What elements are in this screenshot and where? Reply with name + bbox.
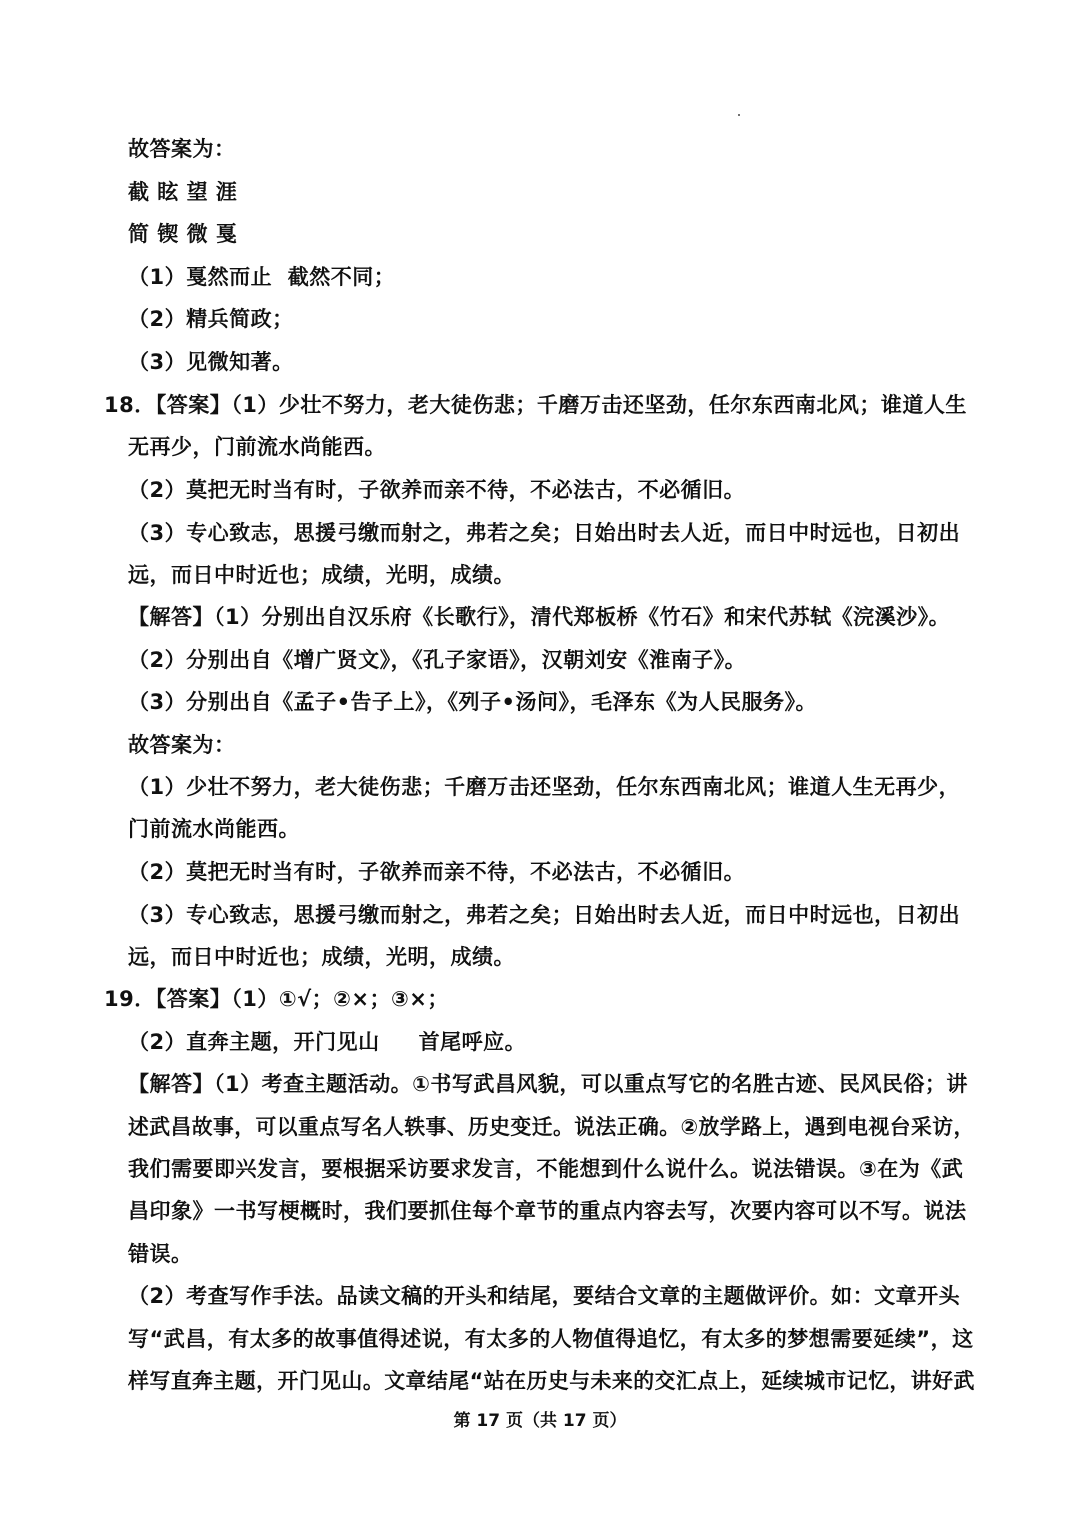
- page-number-footer: 第 17 页（共 17 页）: [453, 1411, 627, 1431]
- text-line: 我们需要即兴发言，要根据采访要求发言，不能想到什么说什么。说法错误。③在为《武: [128, 1157, 964, 1181]
- text-line: 昌印象》一书写梗概时，我们要抓住每个章节的重点内容去写，次要内容可以不写。说法: [128, 1199, 967, 1223]
- text-line: （3）分别出自《孟子•告子上》，《列子•汤问》，毛泽东《为人民服务》。: [128, 690, 817, 714]
- text-line: 【解答】（1）分别出自汉乐府《长歌行》，清代郑板桥《竹石》和宋代苏轼《浣溪沙》。: [128, 605, 951, 629]
- text-line: 无再少，门前流水尚能西。: [128, 435, 386, 459]
- text-line: （1）少壮不努力，老大徒伤悲；千磨万击还坚劲，任尔东西南北风；谁道人生无再少，: [128, 775, 961, 799]
- text-line: 【解答】（1）考查主题活动。①书写武昌风貌，可以重点写它的名胜古迹、民风民俗；讲: [128, 1072, 968, 1096]
- text-line: 远，而日中时近也；成绩，光明，成绩。: [128, 563, 515, 587]
- text-line: 述武昌故事，可以重点写名人轶事、历史变迁。说法正确。②放学路上，遇到电视台采访，: [128, 1115, 975, 1139]
- text-line: （2）莫把无时当有时，子欲养而亲不待，不必法古，不必循旧。: [128, 478, 746, 502]
- text-line: 截 眩 望 涯: [128, 180, 238, 204]
- text-line: 样写直奔主题，开门见山。文章结尾“站在历史与未来的交汇点上，延续城市记忆，讲好武: [128, 1369, 975, 1393]
- text-line: 简 锲 微 戛: [128, 222, 238, 246]
- text-line: 故答案为：: [128, 137, 236, 161]
- text-line: （3）见微知著。: [128, 350, 294, 374]
- text-line: 故答案为：: [128, 733, 236, 757]
- text-line: （2）分别出自《增广贤文》，《孔子家语》，汉朝刘安《淮南子》。: [128, 648, 747, 672]
- speck-mark: [738, 114, 740, 116]
- text-line: （3）专心致志，思援弓缴而射之，弗若之矣；日始出时去人近，而日中时远也，日初出: [128, 903, 961, 927]
- text-line: （2）考查写作手法。品读文稿的开头和结尾，要结合文章的主题做评价。如：文章开头: [128, 1284, 961, 1308]
- text-line: 错误。: [128, 1242, 193, 1266]
- text-line: （2）莫把无时当有时，子欲养而亲不待，不必法古，不必循旧。: [128, 860, 746, 884]
- text-line: 19．【答案】（1）①√；②×；③×；: [104, 987, 449, 1011]
- text-line: （3）专心致志，思援弓缴而射之，弗若之矣；日始出时去人近，而日中时远也，日初出: [128, 521, 961, 545]
- text-line: （2）精兵简政；: [128, 307, 294, 331]
- text-line: （1）戛然而止 截然不同；: [128, 265, 396, 289]
- text-line: 门前流水尚能西。: [128, 817, 300, 841]
- text-line: 远，而日中时近也；成绩，光明，成绩。: [128, 945, 515, 969]
- text-line: 18．【答案】（1）少壮不努力，老大徒伤悲；千磨万击还坚劲，任尔东西南北风；谁道人生: [104, 393, 967, 417]
- text-line: 写“武昌，有太多的故事值得述说，有太多的人物值得追忆，有太多的梦想需要延续”，这: [128, 1327, 974, 1351]
- text-line: （2）直奔主题，开门见山 首尾呼应。: [128, 1030, 527, 1054]
